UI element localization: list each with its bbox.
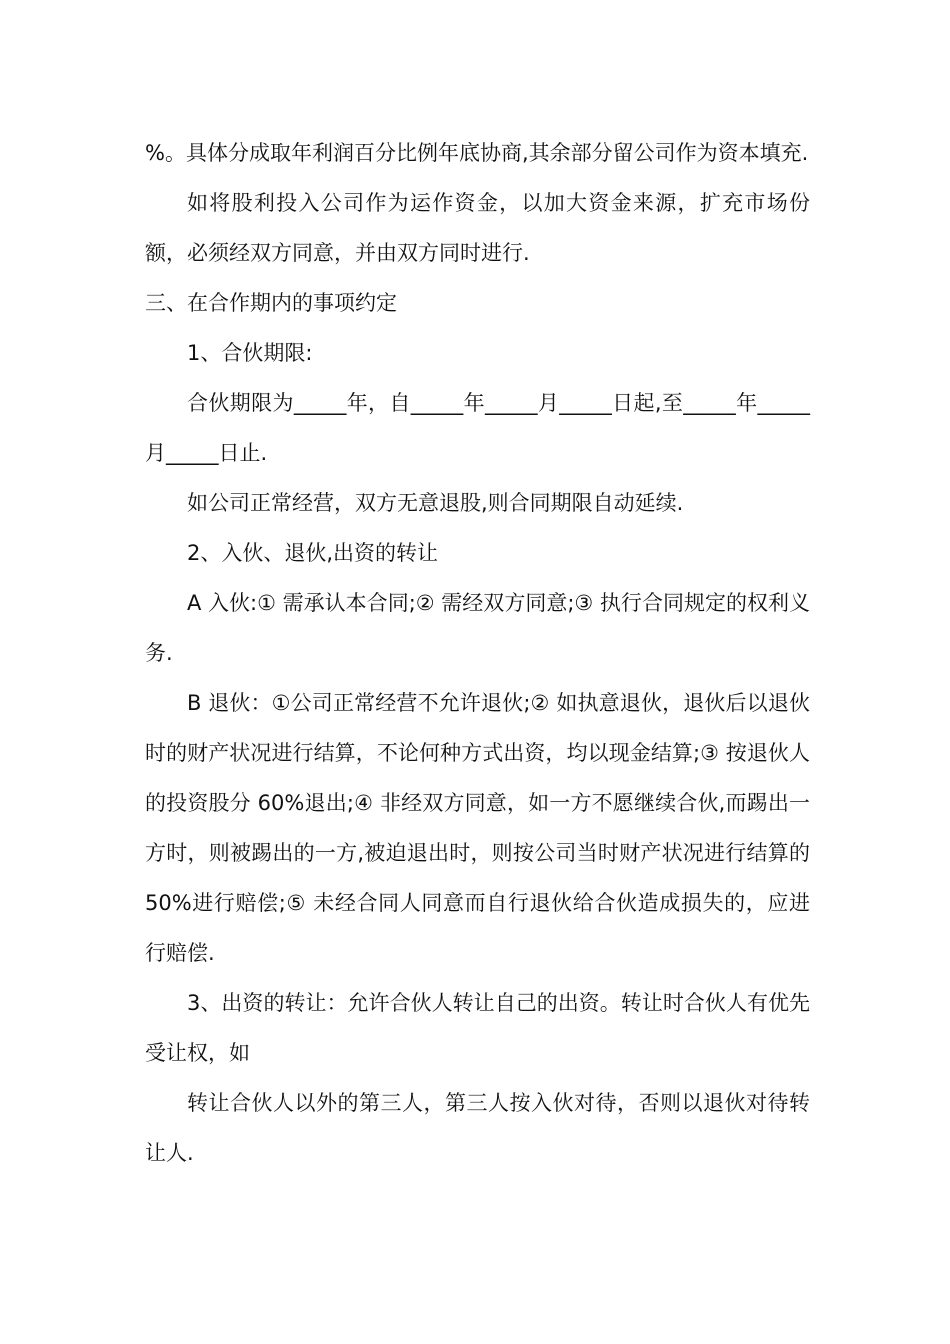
paragraph-join: A 入伙:① 需承认本合同;② 需经双方同意;③ 执行合同规定的权利义务. bbox=[145, 591, 810, 665]
clause-term-heading: 1、合伙期限: bbox=[187, 341, 313, 365]
paragraph-dividend-reinvest: 如将股利投入公司作为运作资金，以加大资金来源，扩充市场份额，必须经双方同意，并由双方同时进行. bbox=[145, 191, 810, 265]
document-body bbox=[145, 128, 810, 1178]
section-heading-three: 三、在合作期内的事项约定 bbox=[145, 291, 397, 315]
paragraph-exit: B 退伙：①公司正常经营不允许退伙;② 如执意退伙，退伙后以退伙时的财产状况进行结算，不论何种方式出资，均以现金结算;③ 按退伙人的投资股分 60%退出;④ 非经双方同意，如一方不愿继续合伙,而踢出一方时，则被踢出的一方,被迫退出时，则按公司当时财产状况进行结算的 50%进行赔偿;⑤ 未经合同人同意而自行退伙给合伙造成损失的，应进行赔偿. bbox=[145, 691, 810, 965]
paragraph-auto-renewal: 如公司正常经营，双方无意退股,则合同期限自动延续. bbox=[187, 491, 684, 515]
paragraph-capital-transfer: 3、出资的转让：允许合伙人转让自己的出资。转让时合伙人有优先受让权，如 bbox=[145, 991, 810, 1065]
paragraph-profit-share: %。具体分成取年利润百分比例年底协商,其余部分留公司作为资本填充. bbox=[145, 141, 809, 165]
paragraph-term-dates: 合伙期限为_____年，自_____年_____月_____日起,至_____年_____月_____日止. bbox=[145, 391, 810, 465]
clause-join-exit-heading: 2、入伙、退伙,出资的转让 bbox=[187, 541, 439, 565]
paragraph-third-party-transfer: 转让合伙人以外的第三人，第三人按入伙对待，否则以退伙对待转让人. bbox=[145, 1091, 810, 1165]
